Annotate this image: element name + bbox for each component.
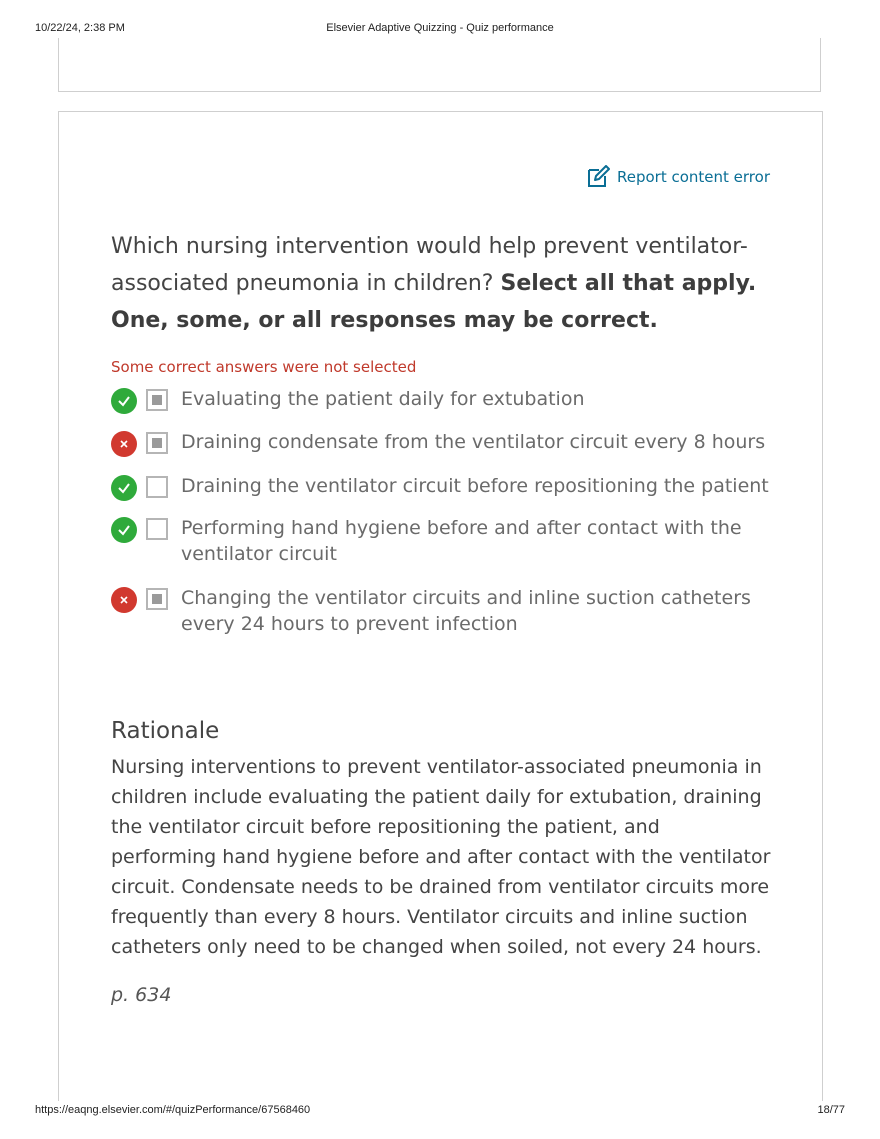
rationale-body: Nursing interventions to prevent ventilator-associated pneumonia in children include evaluating the patient daily for extubation, draining the ventilator circuit before repositioning the patient, and performing hand hygiene before and after contact with the ventilator circuit. Condensate needs to be drained from ventilator circuits more frequently than every 8 hours. Ventilator circuits and inline suction catheters only need to be changed when soiled, not every 24 hours. (111, 756, 771, 958)
answer-option[interactable] (111, 429, 791, 473)
question-stem: Which nursing intervention would help prevent ventilator-associated pneumonia in children? (111, 234, 748, 296)
answer-label: Evaluating the patient daily for extubation (181, 388, 585, 410)
rationale-title: Rationale (111, 718, 220, 744)
question-text (111, 228, 771, 339)
answer-checkbox[interactable] (146, 588, 168, 610)
edit-icon (586, 165, 610, 189)
print-header (0, 22, 880, 36)
answer-option[interactable] (111, 473, 791, 515)
answer-feedback: Some correct answers were not selected (111, 358, 417, 376)
answer-list (111, 386, 791, 645)
print-datetime: 10/22/24, 2:38 PM (35, 22, 125, 34)
answer-checkbox[interactable] (146, 432, 168, 454)
answer-option[interactable] (111, 515, 791, 585)
incorrect-x-icon (111, 587, 137, 613)
previous-question-card (58, 38, 821, 92)
report-content-error-link[interactable] (586, 165, 770, 189)
print-footer (0, 1104, 880, 1118)
answer-label: Performing hand hygiene before and after contact with the ventilator circuit (181, 517, 742, 565)
correct-check-icon (111, 475, 137, 501)
print-page-number: 18/77 (817, 1104, 845, 1116)
answer-option[interactable] (111, 386, 791, 429)
incorrect-x-icon (111, 431, 137, 457)
correct-check-icon (111, 517, 137, 543)
question-card (58, 111, 823, 1101)
answer-checkbox[interactable] (146, 518, 168, 540)
print-url: https://eaqng.elsevier.com/#/quizPerformance/67568460 (35, 1104, 311, 1116)
question-instruction: Select all that apply. One, some, or all responses may be correct. (111, 271, 757, 333)
report-label: Report content error (616, 168, 770, 186)
answer-checkbox[interactable] (146, 389, 168, 411)
answer-label: Changing the ventilator circuits and inline suction catheters every 24 hours to prevent infection (181, 587, 751, 635)
answer-label: Draining condensate from the ventilator circuit every 8 hours (181, 431, 766, 453)
answer-option[interactable] (111, 585, 791, 645)
answer-checkbox[interactable] (146, 476, 168, 498)
answer-label: Draining the ventilator circuit before repositioning the patient (181, 475, 769, 497)
page-reference: p. 634 (111, 984, 172, 1006)
print-title: Elsevier Adaptive Quizzing - Quiz performance (326, 22, 554, 34)
correct-check-icon (111, 388, 137, 414)
